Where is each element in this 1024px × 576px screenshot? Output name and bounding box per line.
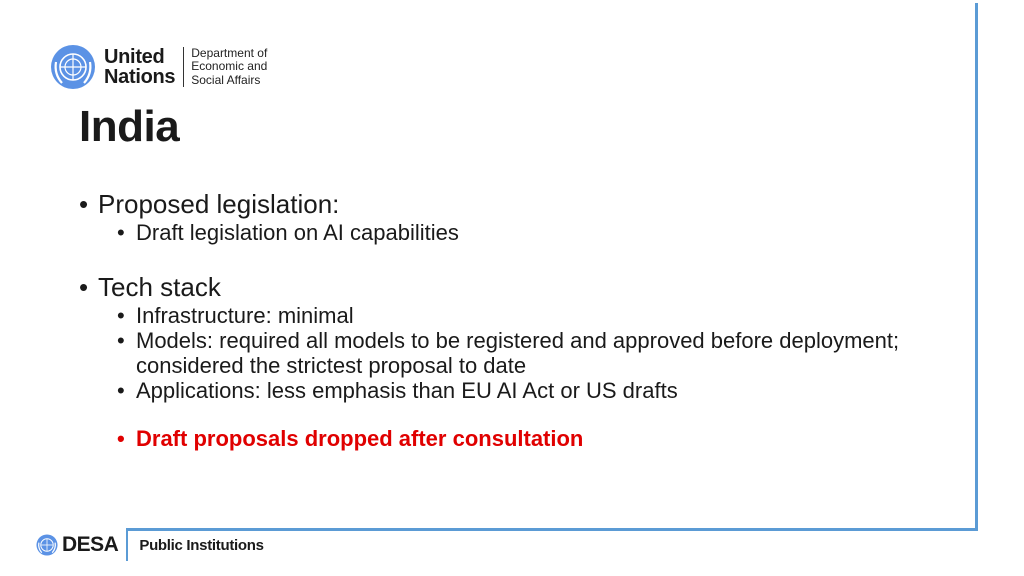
slide-content (79, 188, 959, 451)
bullet-icon: • (117, 426, 125, 451)
bullet-level1 (79, 271, 959, 303)
section-heading: Tech stack (98, 272, 221, 302)
highlight-bullet (79, 426, 959, 451)
un-wordmark (104, 47, 175, 87)
department-line2: Economic and (191, 59, 268, 74)
bullet-level1 (79, 188, 959, 220)
un-emblem-icon (36, 534, 58, 556)
bullet-text: Infrastructure: minimal (136, 303, 354, 328)
desa-logo-text: DESA (62, 533, 119, 556)
un-desa-logo (50, 44, 267, 90)
bullet-icon: • (117, 303, 125, 328)
bullet-level2 (79, 328, 959, 378)
bullet-icon: • (79, 189, 89, 219)
highlight-text: Draft proposals dropped after consultation (136, 426, 584, 451)
bullet-text: Models: required all models to be registered and approved before deployment; considered the strictest proposal to date (136, 328, 900, 378)
department-line1: Department of (191, 45, 268, 60)
section-heading: Proposed legislation: (98, 189, 340, 219)
footer-divider (126, 529, 128, 561)
footer-label: Public Institutions (139, 536, 264, 554)
department-name (191, 47, 267, 88)
un-wordmark-line1: United (104, 46, 165, 68)
bullet-text: Draft legislation on AI capabilities (136, 220, 459, 245)
bullet-icon: • (117, 328, 125, 353)
bullet-level2 (79, 220, 959, 245)
slide-title: India (79, 102, 180, 151)
department-line3: Social Affairs (191, 72, 261, 87)
bullet-text: Applications: less emphasis than EU AI Act or US drafts (136, 378, 678, 403)
bullet-icon: • (117, 378, 125, 403)
bullet-level2 (79, 378, 959, 403)
bullet-icon: • (79, 272, 89, 302)
bullet-level2 (79, 303, 959, 328)
slide-frame-right (975, 3, 978, 531)
bullet-icon: • (117, 220, 125, 245)
logo-divider (183, 47, 184, 87)
un-wordmark-line2: Nations (104, 66, 176, 88)
footer (36, 529, 264, 561)
un-emblem-icon (50, 44, 96, 90)
